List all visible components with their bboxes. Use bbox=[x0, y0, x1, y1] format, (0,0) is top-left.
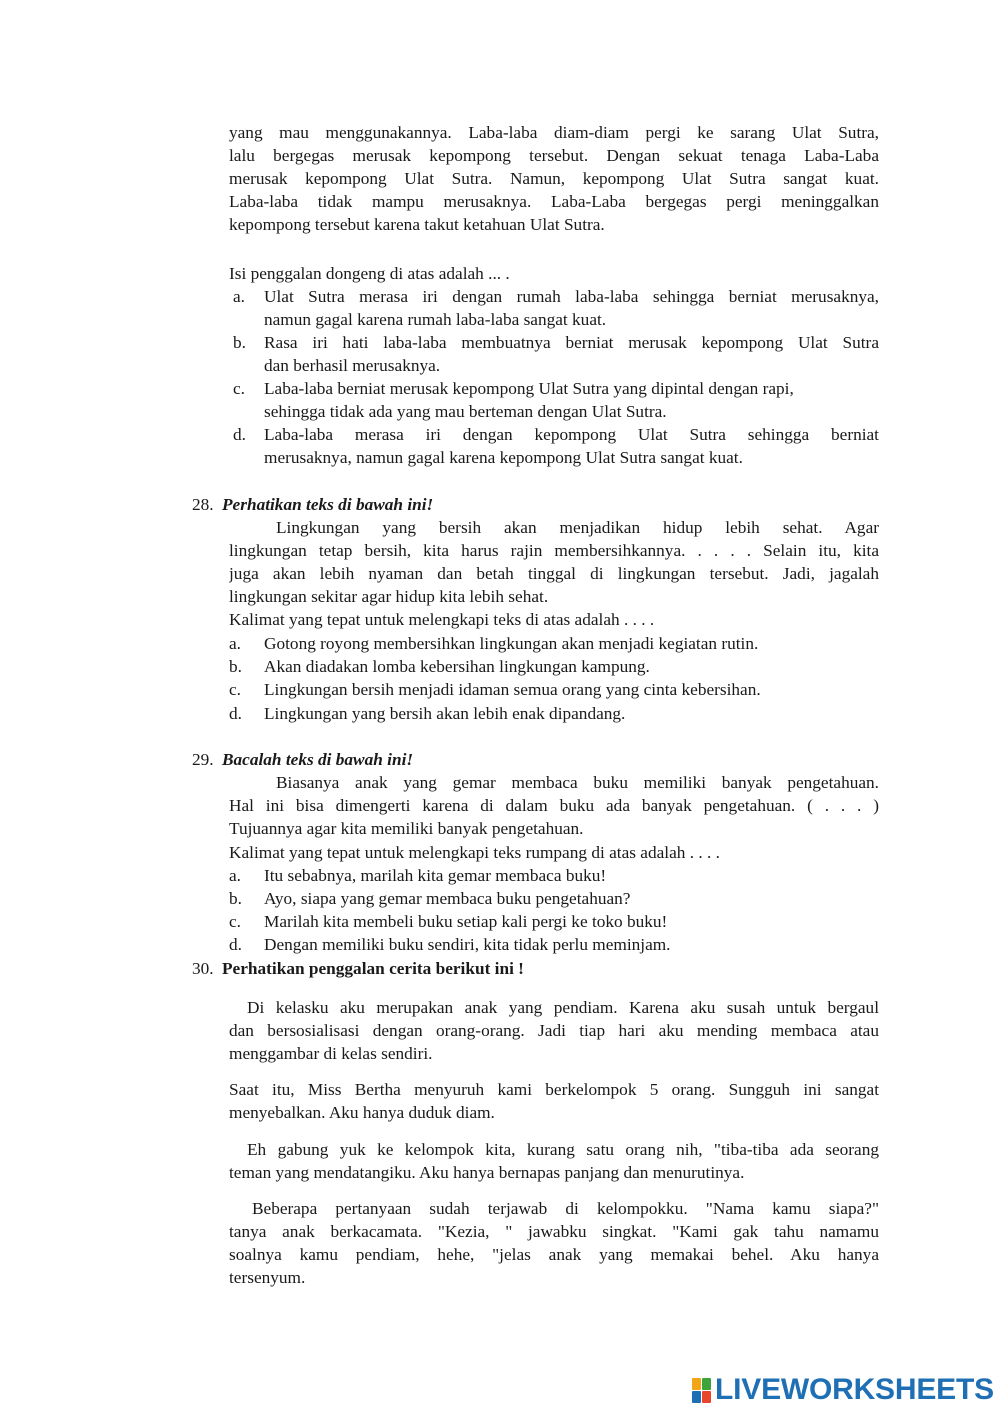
q30-paragraph-line: soalnya kamu pendiam, hehe, "jelas anak yang memakai behel. Aku hanya bbox=[229, 1245, 879, 1264]
q30-paragraph-line: tersenyum. bbox=[229, 1268, 306, 1287]
liveworksheets-wordmark: LIVEWORKSHEETS bbox=[715, 1373, 994, 1406]
q30-heading: Perhatikan penggalan cerita berikut ini ! bbox=[222, 959, 524, 978]
q29-option-b[interactable]: Ayo, siapa yang gemar membaca buku pengetahuan? bbox=[264, 889, 631, 908]
q30-number: 30. bbox=[192, 959, 214, 978]
q27-prompt: Isi penggalan dongeng di atas adalah ... . bbox=[229, 264, 510, 283]
story-line: merusak kepompong Ulat Sutra. Namun, kepompong Ulat Sutra sangat kuat. bbox=[229, 169, 879, 188]
q29-option-c[interactable]: Marilah kita membeli buku setiap kali pergi ke toko buku! bbox=[264, 912, 668, 931]
q29-option-a-letter: a. bbox=[229, 866, 241, 885]
liveworksheets-logo[interactable] bbox=[692, 1375, 994, 1405]
q27-option-b-letter: b. bbox=[233, 333, 246, 352]
q30-paragraph-line: tanya anak berkacamata. "Kezia, " jawabku singkat. "Kami gak tahu namamu bbox=[229, 1222, 879, 1241]
q28-prompt: Kalimat yang tepat untuk melengkapi teks di atas adalah . . . . bbox=[229, 610, 655, 629]
q27-option-a-letter: a. bbox=[233, 287, 245, 306]
q30-paragraph-line: menyebalkan. Aku hanya duduk diam. bbox=[229, 1103, 495, 1122]
q28-number: 28. bbox=[192, 495, 214, 514]
story-line: Laba-laba tidak mampu merusaknya. Laba-Laba bergegas pergi meninggalkan bbox=[229, 192, 879, 211]
q28-heading: Perhatikan teks di bawah ini! bbox=[222, 495, 434, 514]
q29-option-b-letter: b. bbox=[229, 889, 242, 908]
q27-option-c-letter: c. bbox=[233, 379, 245, 398]
q29-option-a[interactable]: Itu sebabnya, marilah kita gemar membaca buku! bbox=[264, 866, 607, 885]
q28-passage-line: juga akan lebih nyaman dan betah tinggal di lingkungan tersebut. Jadi, jagalah bbox=[229, 564, 879, 583]
q29-passage-line: Biasanya anak yang gemar membaca buku memiliki banyak pengetahuan. bbox=[276, 773, 879, 792]
q30-paragraph-line: menggambar di kelas sendiri. bbox=[229, 1044, 433, 1063]
story-line: yang mau menggunakannya. Laba-laba diam-diam pergi ke sarang Ulat Sutra, bbox=[229, 123, 879, 142]
q30-paragraph-line: Saat itu, Miss Bertha menyuruh kami berkelompok 5 orang. Sungguh ini sangat bbox=[229, 1080, 879, 1099]
q27-option-a-cont: namun gagal karena rumah laba-laba sangat kuat. bbox=[264, 310, 607, 329]
q29-passage-line: Tujuannya agar kita memiliki banyak pengetahuan. bbox=[229, 819, 584, 838]
q29-number: 29. bbox=[192, 750, 214, 769]
q29-option-d[interactable]: Dengan memiliki buku sendiri, kita tidak perlu meminjam. bbox=[264, 935, 671, 954]
q30-paragraph-line: Beberapa pertanyaan sudah terjawab di kelompokku. "Nama kamu siapa?" bbox=[252, 1199, 879, 1218]
q29-option-c-letter: c. bbox=[229, 912, 241, 931]
q28-option-d-letter: d. bbox=[229, 704, 242, 723]
q28-option-c-letter: c. bbox=[229, 680, 241, 699]
q28-option-b[interactable]: Akan diadakan lomba kebersihan lingkungan kampung. bbox=[264, 657, 650, 676]
q30-paragraph-line: Eh gabung yuk ke kelompok kita, kurang satu orang nih, "tiba-tiba ada seorang bbox=[247, 1140, 879, 1159]
q27-option-d-cont: merusaknya, namun gagal karena kepompong Ulat Sutra sangat kuat. bbox=[264, 448, 743, 467]
q27-option-a[interactable]: Ulat Sutra merasa iri dengan rumah laba-laba sehingga berniat merusaknya, bbox=[264, 287, 879, 306]
q30-paragraph-line: teman yang mendatangiku. Aku hanya bernapas panjang dan menurutinya. bbox=[229, 1163, 745, 1182]
q29-prompt: Kalimat yang tepat untuk melengkapi teks rumpang di atas adalah . . . . bbox=[229, 843, 720, 862]
story-line: lalu bergegas merusak kepompong tersebut. Dengan sekuat tenaga Laba-Laba bbox=[229, 146, 879, 165]
q29-heading: Bacalah teks di bawah ini! bbox=[222, 750, 414, 769]
q27-option-d-letter: d. bbox=[233, 425, 246, 444]
q28-passage-line: lingkungan tetap bersih, kita harus rajin membersihkannya. . . . . Selain itu, kita bbox=[229, 541, 879, 560]
q27-option-c[interactable]: Laba-laba berniat merusak kepompong Ulat Sutra yang dipintal dengan rapi, bbox=[264, 379, 794, 398]
q28-passage-line: Lingkungan yang bersih akan menjadikan hidup lebih sehat. Agar bbox=[276, 518, 879, 537]
q29-option-d-letter: d. bbox=[229, 935, 242, 954]
q28-option-c[interactable]: Lingkungan bersih menjadi idaman semua orang yang cinta kebersihan. bbox=[264, 680, 761, 699]
q27-option-c-cont: sehingga tidak ada yang mau berteman dengan Ulat Sutra. bbox=[264, 402, 667, 421]
q28-passage-line: lingkungan sekitar agar hidup kita lebih sehat. bbox=[229, 587, 549, 606]
q27-option-b[interactable]: Rasa iri hati laba-laba membuatnya berniat merusak kepompong Ulat Sutra bbox=[264, 333, 879, 352]
q29-passage-line: Hal ini bisa dimengerti karena di dalam buku ada banyak pengetahuan. ( . . . ) bbox=[229, 796, 879, 815]
q27-option-b-cont: dan berhasil merusaknya. bbox=[264, 356, 441, 375]
q28-option-b-letter: b. bbox=[229, 657, 242, 676]
q27-option-d[interactable]: Laba-laba merasa iri dengan kepompong Ulat Sutra sehingga berniat bbox=[264, 425, 879, 444]
q30-paragraph-line: Di kelasku aku merupakan anak yang pendiam. Karena aku susah untuk bergaul bbox=[247, 998, 879, 1017]
story-line: kepompong tersebut karena takut ketahuan Ulat Sutra. bbox=[229, 215, 605, 234]
q28-option-a-letter: a. bbox=[229, 634, 241, 653]
q30-paragraph-line: dan bersosialisasi dengan orang-orang. Jadi tiap hari aku mending membaca atau bbox=[229, 1021, 879, 1040]
q28-option-d[interactable]: Lingkungan yang bersih akan lebih enak dipandang. bbox=[264, 704, 626, 723]
liveworksheets-logo-icon bbox=[692, 1377, 712, 1403]
q28-option-a[interactable]: Gotong royong membersihkan lingkungan akan menjadi kegiatan rutin. bbox=[264, 634, 759, 653]
